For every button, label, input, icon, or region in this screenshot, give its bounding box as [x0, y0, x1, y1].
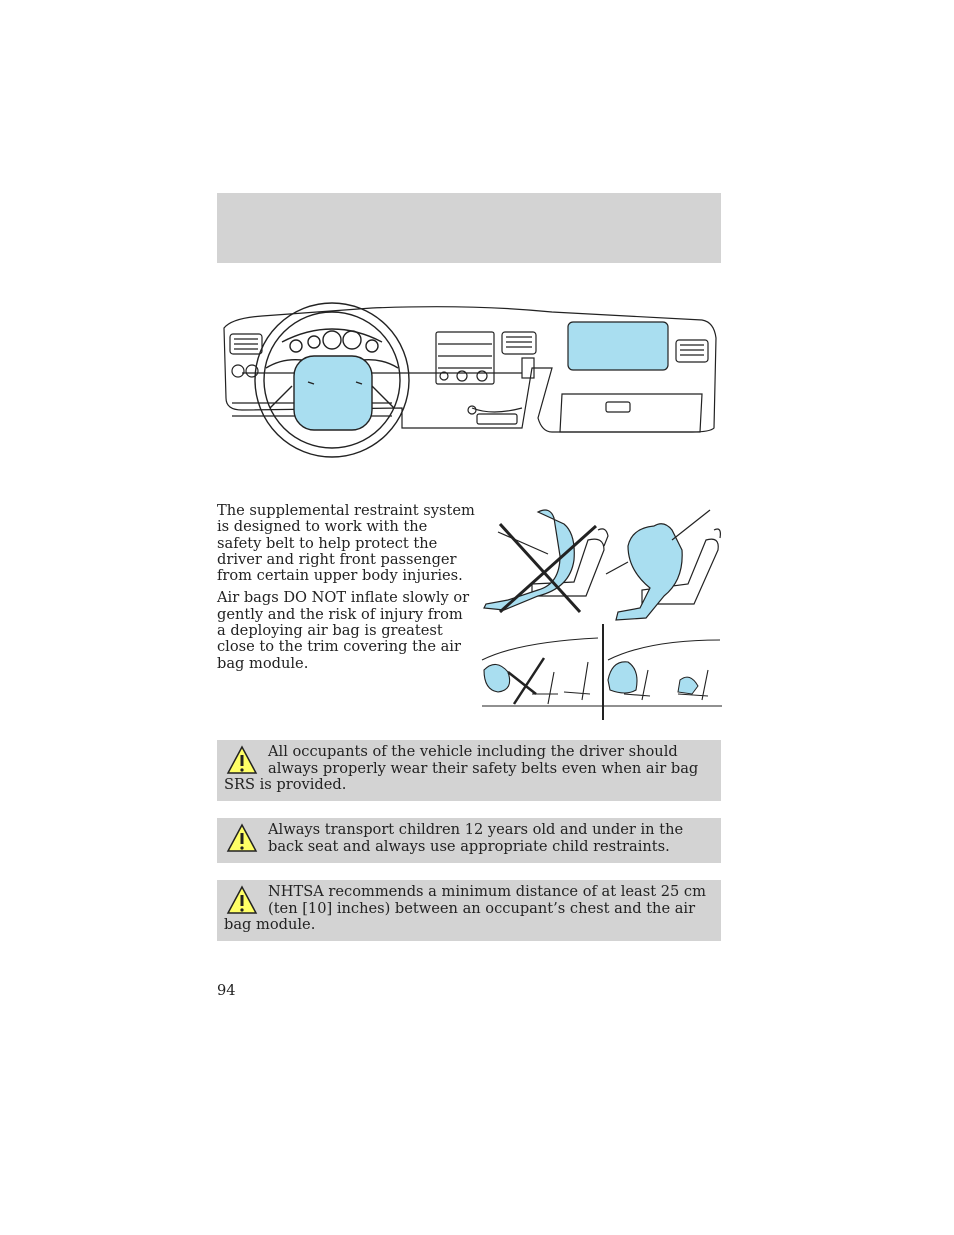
warning-triangle-icon: [226, 823, 258, 853]
dashboard-illustration: [222, 298, 718, 460]
warning-text-distance: NHTSA recommends a minimum distance of at least 25 cm (ten [10] inches) between an occupant’s chest and the air bag module.: [224, 883, 706, 934]
header-band: [217, 193, 721, 263]
warning-box-safety-belts: [217, 740, 721, 801]
occupant-position-illustrations: [478, 500, 722, 722]
warning-triangle-icon: [226, 745, 258, 775]
warning-text-safety-belts: All occupants of the vehicle including the driver should always properly wear their safety belts even when air bag SRS is provided.: [224, 743, 699, 794]
intro-text: [217, 503, 475, 678]
warning-box-distance: [217, 880, 721, 941]
intro-paragraph-2: Air bags DO NOT inflate slowly or gently and the risk of injury from a deploying air bag is greatest close to the trim covering the air bag module.: [217, 589, 470, 672]
warning-triangle-icon: [226, 885, 258, 915]
warning-box-children: [217, 818, 721, 863]
warning-text-children: Always transport children 12 years old and under in the back seat and always use appropriate child restraints.: [268, 821, 684, 855]
page-number: 94: [217, 982, 236, 999]
intro-paragraph-1: The supplemental restraint system is designed to work with the safety belt to help protect the driver and right front passenger from certain upper body injuries.: [217, 502, 475, 585]
